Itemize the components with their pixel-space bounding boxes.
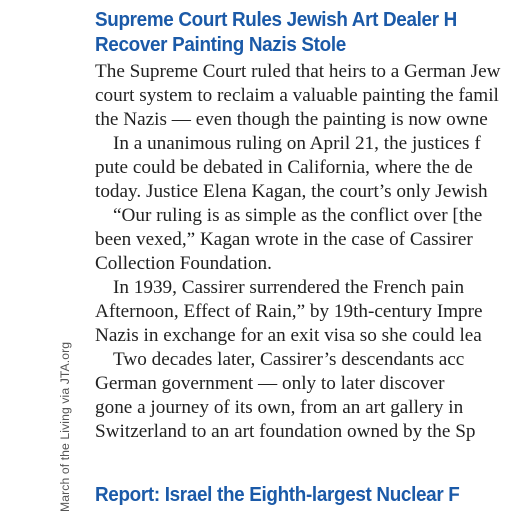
body-line: today. Justice Elena Kagan, the court’s only Jewish xyxy=(95,181,488,202)
article-headline-line-2: Recover Painting Nazis Stole xyxy=(95,33,346,56)
body-line: Two decades later, Cassirer’s descendants acc xyxy=(113,349,465,370)
body-line: Nazis in exchange for an exit visa so she could lea xyxy=(95,325,482,346)
body-line: Collection Foundation. xyxy=(95,253,272,274)
body-line: In a unanimous ruling on April 21, the justices f xyxy=(113,133,481,154)
next-article-headline: Report: Israel the Eighth-largest Nuclear F xyxy=(95,483,460,506)
body-line: been vexed,” Kagan wrote in the case of Cassirer xyxy=(95,229,473,250)
photo-credit: March of the Living via JTA.org xyxy=(58,341,72,512)
body-line: pute could be debated in California, where the de xyxy=(95,157,473,178)
body-line: Switzerland to an art foundation owned by the Sp xyxy=(95,421,476,442)
body-line: The Supreme Court ruled that heirs to a German Jew xyxy=(95,61,501,82)
article-headline-line-1: Supreme Court Rules Jewish Art Dealer H xyxy=(95,8,457,31)
body-line: “Our ruling is as simple as the conflict over [the xyxy=(113,205,483,226)
body-line: Afternoon, Effect of Rain,” by 19th-century Impre xyxy=(95,301,483,322)
body-line: court system to reclaim a valuable painting the famil xyxy=(95,85,499,106)
body-line: the Nazis — even though the painting is now owne xyxy=(95,109,488,130)
body-line: gone a journey of its own, from an art gallery in xyxy=(95,397,464,418)
body-line: In 1939, Cassirer surrendered the French pain xyxy=(113,277,465,298)
body-line: German government — only to later discover xyxy=(95,373,445,394)
